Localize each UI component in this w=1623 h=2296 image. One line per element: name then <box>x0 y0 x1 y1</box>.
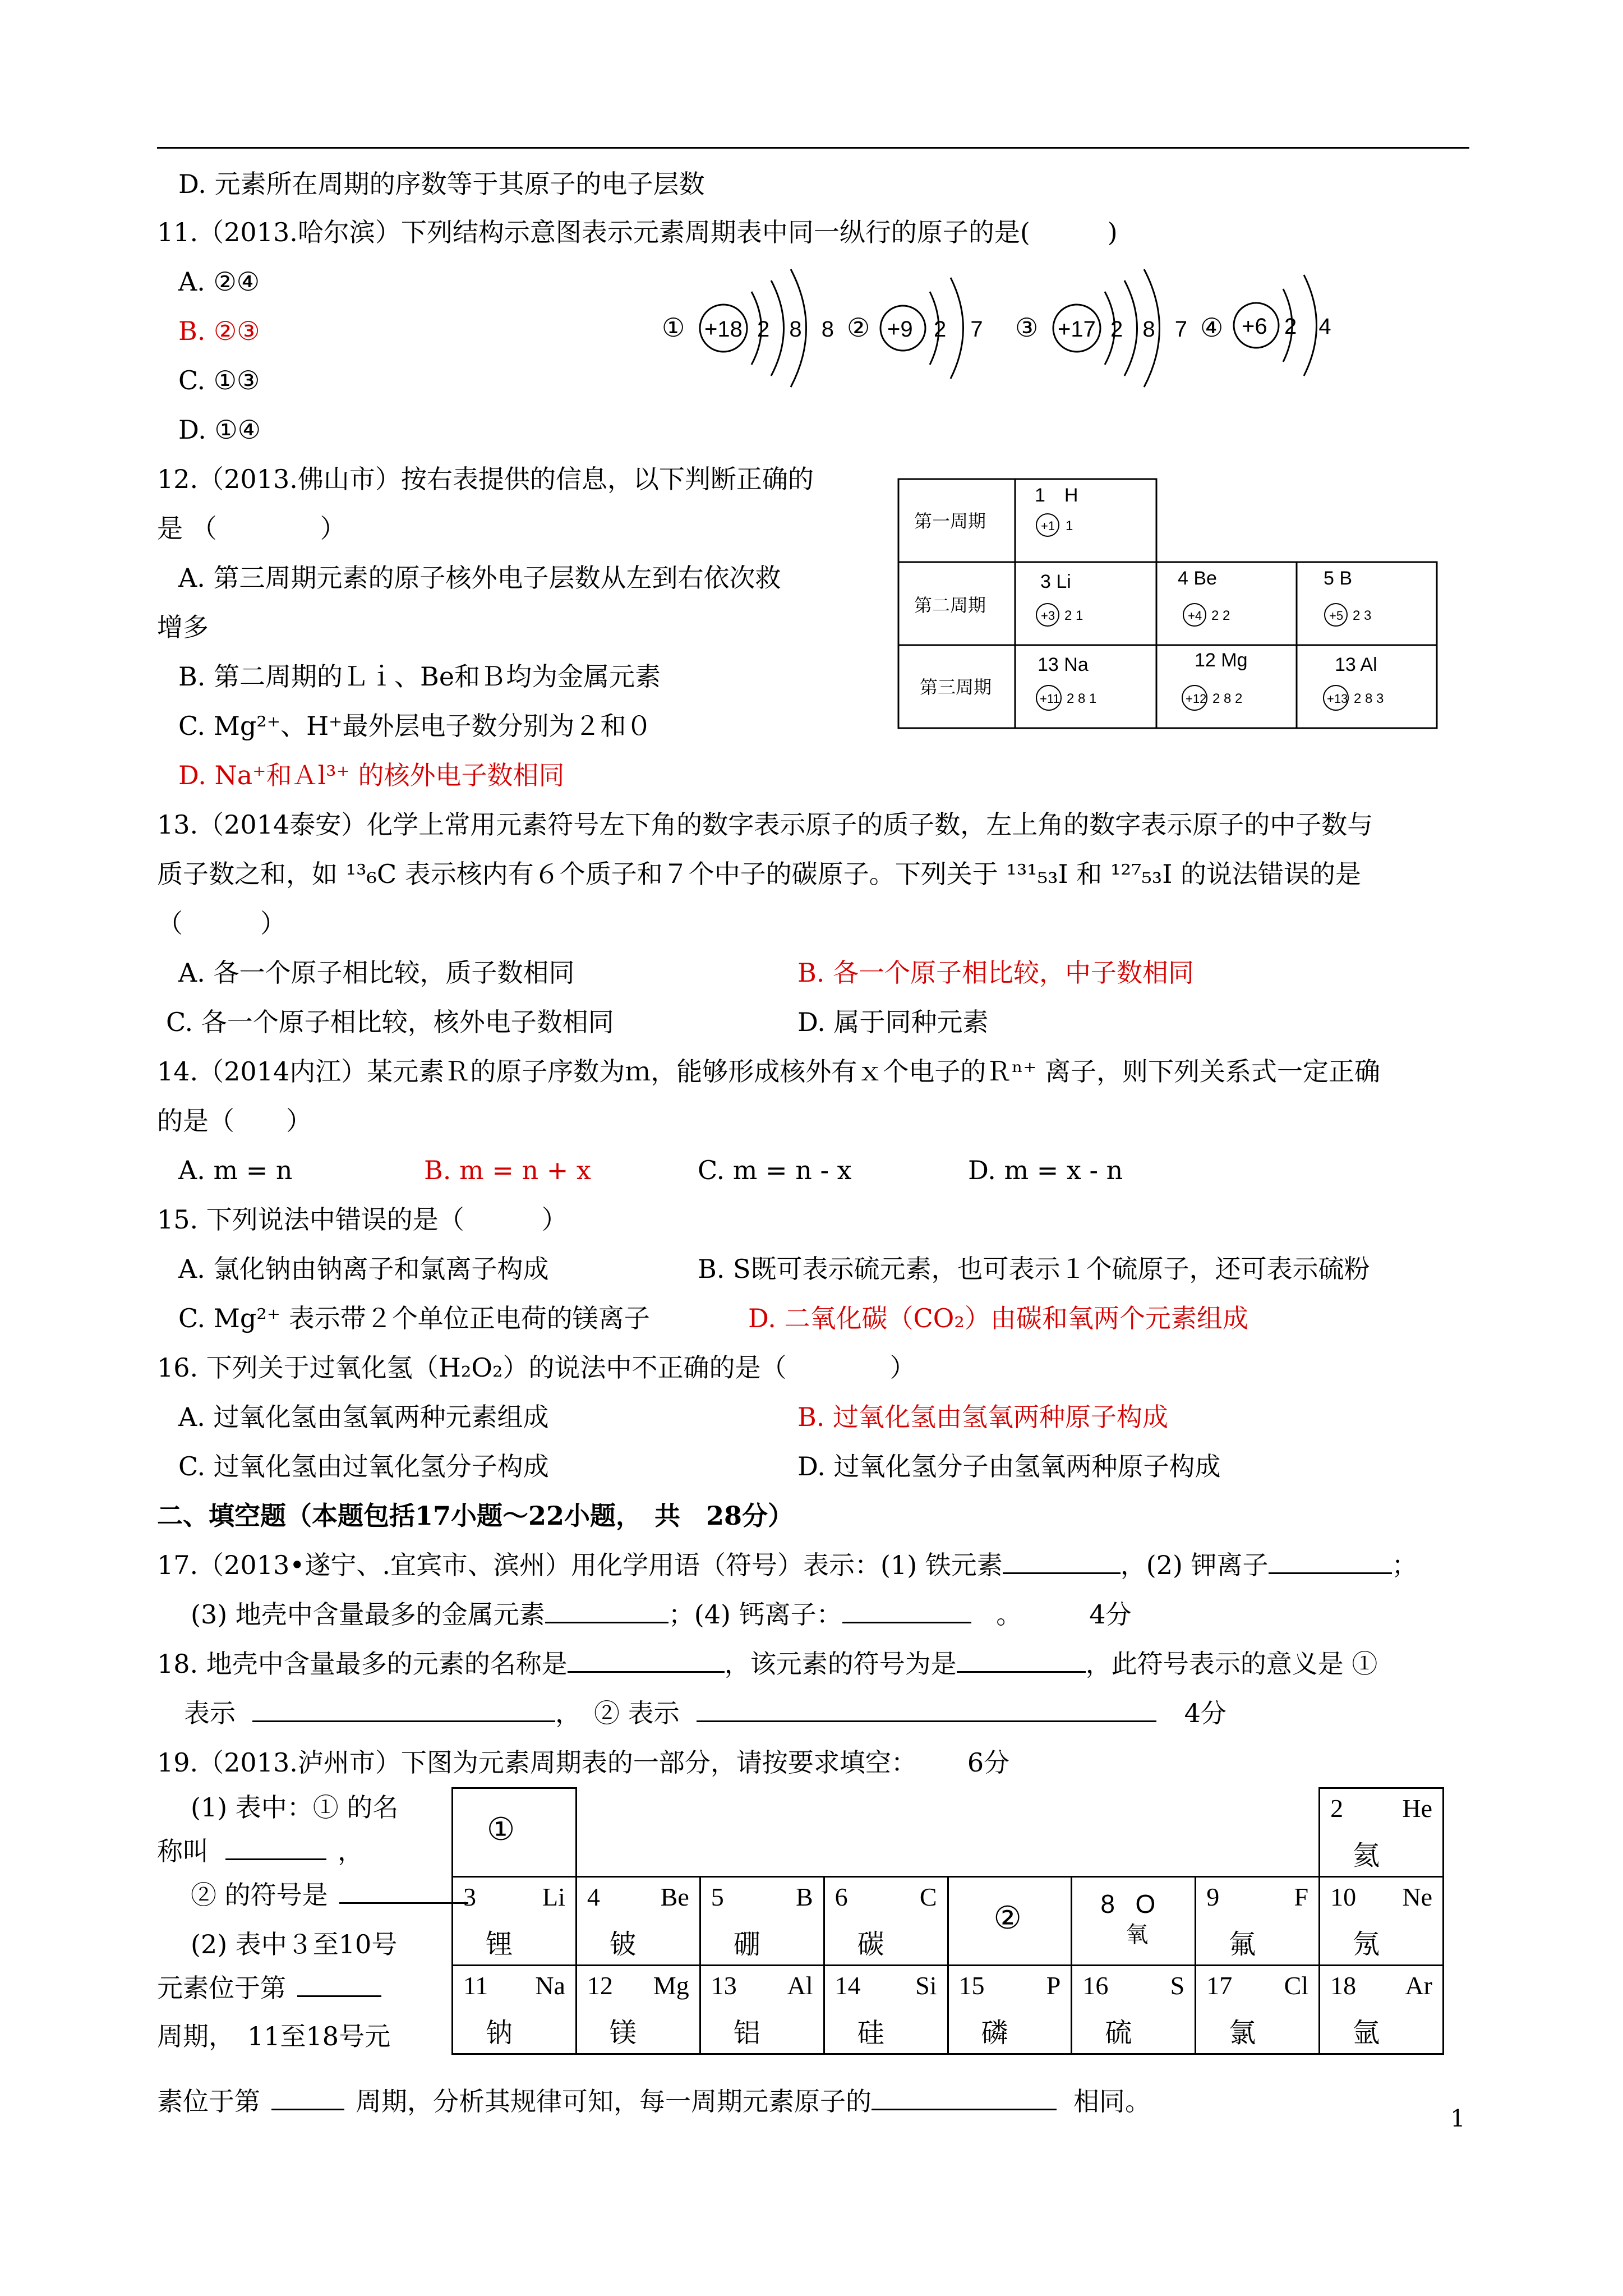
q18-blank-name[interactable] <box>568 1649 725 1673</box>
diag2-nucleus: +9 <box>887 317 913 342</box>
cell-text: 10 <box>1330 1883 1357 1911</box>
q18-text3: ，此符号表示的意义是 ① <box>1085 1649 1378 1679</box>
q11-option-b: B. ②③ <box>178 316 260 346</box>
q15-option-d: D. 二氧化碳（CO₂）由碳和氧两个元素组成 <box>748 1303 1248 1333</box>
q19-s1-text: 称叫 <box>157 1836 209 1866</box>
header-rule <box>157 147 1469 149</box>
cell-text: S <box>1170 1971 1185 2000</box>
q19-s1-line1: (1) 表中：① 的名 <box>191 1792 399 1823</box>
cell-o <box>1072 1877 1196 1966</box>
cell-text: 镁 <box>609 2018 637 2048</box>
cell-na <box>453 1966 577 2054</box>
q18-line1 <box>157 1647 1377 1681</box>
mg-nucleus: +12 <box>1186 692 1207 706</box>
cell-text: 氖 <box>1353 1930 1380 1959</box>
period3-label: 第三周期 <box>920 677 992 697</box>
q13-option-d: D. 属于同种元素 <box>797 1007 989 1037</box>
q12-option-a-line2: 增多 <box>157 612 209 642</box>
cell-text: 硅 <box>857 2018 884 2048</box>
cell-1-label: ① <box>487 1812 515 1847</box>
cell-text: 6 <box>834 1883 848 1911</box>
cell-p <box>948 1966 1072 2054</box>
cell-text: 氯 <box>1229 2018 1256 2048</box>
diag1-nucleus: +18 <box>704 317 743 342</box>
q19-s2-line2 <box>157 1971 381 2005</box>
li-head: 3 Li <box>1040 571 1071 592</box>
q14-option-c: C. m = n - x <box>698 1155 852 1185</box>
b-nucleus: +5 <box>1329 609 1344 623</box>
cell-text: 14 <box>834 1971 861 2000</box>
q19-blank-period1[interactable] <box>297 1973 381 1997</box>
cell-b <box>700 1877 824 1966</box>
be-nucleus: +4 <box>1188 609 1202 623</box>
q19-s2-text1: 元素位于第 <box>157 1973 286 2003</box>
q16-stem: 16. 下列关于过氧化氢（H₂O₂）的说法中不正确的是（ ） <box>157 1352 916 1383</box>
cell-2-label: ② <box>993 1901 1022 1936</box>
q15-stem: 15. 下列说法中错误的是（ ） <box>157 1204 568 1235</box>
cell-text: Al <box>787 1971 813 2000</box>
q18-text2: ，该元素的符号为是 <box>724 1649 957 1679</box>
q13-option-b: B. 各一个原子相比较，中子数相同 <box>797 958 1195 988</box>
q16-option-a: A. 过氧化氢由氢氧两种元素组成 <box>178 1402 549 1432</box>
cell-text: 氦 <box>1353 1841 1380 1871</box>
q14-line2: 的是（ ） <box>157 1106 312 1136</box>
cell-text: 16 <box>1082 1971 1109 2000</box>
q10-option-d: D. 元素所在周期的序数等于其原子的电子层数 <box>178 169 705 199</box>
cell-mg <box>576 1966 700 2054</box>
al-shells: 2 8 3 <box>1354 691 1384 706</box>
q14-option-a: A. m = n <box>178 1155 293 1185</box>
cell-text: Li <box>542 1883 565 1911</box>
cell-text: 磷 <box>981 2018 1008 2048</box>
diag3-label: ③ <box>1015 313 1039 342</box>
q14-line1: 14.（2014内江）某元素Ｒ的原子序数为ｍ，能够形成核外有ｘ个电子的Ｒⁿ⁺ 离子，则下列关系式一定正确 <box>157 1056 1381 1087</box>
q19-s1-line2 <box>157 1834 363 1868</box>
q14-option-d: D. m = x - n <box>968 1155 1123 1185</box>
page-number: 1 <box>1450 2105 1465 2132</box>
q18-score: 4分 <box>1184 1698 1227 1728</box>
cell-text: Cl <box>1284 1971 1309 2000</box>
q11-option-c: C. ①③ <box>178 365 260 395</box>
q17-text5: ；(4) 钙离子： <box>668 1599 842 1630</box>
cell-text: O <box>1135 1889 1156 1918</box>
h-head: 1 H <box>1035 485 1078 506</box>
cell-text: 硼 <box>733 1930 760 1959</box>
cell-cl <box>1196 1966 1320 2054</box>
q17-text1: 17.（2013•遂宁、.宜宾市、滨州）用化学用语（符号）表示：(1) 铁元素 <box>157 1550 1003 1580</box>
cell-text: 碳 <box>857 1930 884 1959</box>
h-shells: 1 <box>1066 518 1073 533</box>
q19-blank-symbol2[interactable] <box>339 1880 468 1904</box>
cell-text: 18 <box>1330 1971 1357 2000</box>
q17-text4: (3) 地壳中含量最多的金属元素 <box>191 1599 545 1630</box>
al-head: 13 Al <box>1335 654 1377 675</box>
q11-option-a: A. ②④ <box>178 266 260 297</box>
cell-text: Mg <box>653 1971 689 2000</box>
q19-s2-line1: (2) 表中３至10号 <box>191 1929 398 1959</box>
q12-option-c: C. Mg²⁺、H⁺最外层电子数分别为２和０ <box>178 711 652 741</box>
mg-shells: 2 8 2 <box>1212 691 1243 706</box>
q18-text5: ， ② 表示 <box>555 1698 680 1728</box>
diag4-label: ④ <box>1200 313 1224 342</box>
q19-s2-text3: 周期，分析其规律可知，每一周期元素原子的 <box>356 2086 872 2116</box>
q13-line3: （ ） <box>157 908 286 938</box>
cell-text: Ne <box>1402 1883 1432 1911</box>
cell-ar <box>1320 1966 1444 2054</box>
q19-s1-comma: ， <box>338 1836 363 1866</box>
section2-heading: 二、填空题（本题包括17小题～22小题， 共 28分） <box>157 1501 794 1531</box>
cell-text: 5 <box>711 1883 724 1911</box>
diag3-nucleus: +17 <box>1058 317 1096 342</box>
cell-blank1 <box>453 1788 577 1877</box>
q17-line2 <box>191 1598 1131 1631</box>
q15-option-c: C. Mg²⁺ 表示带２个单位正电荷的镁离子 <box>178 1303 650 1333</box>
q17-text3: ； <box>1391 1550 1418 1580</box>
q17-score: 4分 <box>1089 1599 1132 1630</box>
q12-stem-line2: 是 （ ） <box>157 513 346 544</box>
q16-option-c: C. 过氧化氢由过氧化氢分子构成 <box>178 1451 549 1481</box>
cell-li <box>453 1877 577 1966</box>
cell-ne <box>1320 1877 1444 1966</box>
cell-text: 铍 <box>609 1930 637 1959</box>
q14-option-b: B. m = n + x <box>424 1155 591 1185</box>
q12-option-b: B. 第二周期的Ｌｉ、Be和Ｂ均为金属元素 <box>178 661 661 692</box>
cell-text: 2 <box>1330 1794 1344 1823</box>
q12-option-d: D. Na⁺和Ａl³⁺ 的核外电子数相同 <box>178 760 565 790</box>
q16-option-b: B. 过氧化氢由氢氧两种原子构成 <box>797 1402 1169 1432</box>
cell-text: 13 <box>711 1971 737 2000</box>
q19-s2-text2: 素位于第 <box>157 2086 260 2116</box>
cell-text: 硫 <box>1105 2018 1132 2048</box>
h-nucleus: +1 <box>1041 519 1055 533</box>
q19-stem-line <box>157 1746 1009 1779</box>
q12-option-a-line1: A. 第三周期元素的原子核外电子层数从左到右依次救 <box>178 563 781 593</box>
be-shells: 2 2 <box>1211 608 1230 623</box>
cell-text: 氟 <box>1229 1930 1256 1959</box>
q19-s1-line3 <box>191 1878 468 1912</box>
cell-text: P <box>1046 1971 1061 2000</box>
q13-option-a: A. 各一个原子相比较，质子数相同 <box>178 958 575 988</box>
cell-text: C <box>919 1883 937 1911</box>
cell-c <box>824 1877 948 1966</box>
q19-blank-name1[interactable] <box>225 1836 326 1860</box>
cell-text: B <box>795 1883 813 1911</box>
diag4-shells: 2 4 <box>1284 314 1339 339</box>
q16-option-d: D. 过氧化氢分子由氢氧两种原子构成 <box>797 1451 1221 1481</box>
q18-line2 <box>184 1696 1227 1730</box>
cell-f <box>1196 1877 1320 1966</box>
cell-text: 铝 <box>733 2018 760 2048</box>
q11-option-d: D. ①④ <box>178 415 261 445</box>
cell-text: Ar <box>1405 1971 1432 2000</box>
table-gap <box>576 1788 1319 1877</box>
cell-blank2 <box>948 1877 1072 1966</box>
diag4-nucleus: +6 <box>1242 314 1267 339</box>
cell-text: 11 <box>463 1971 488 2000</box>
q19-score: 6分 <box>967 1747 1010 1778</box>
cell-text: 氧 <box>1126 1922 1149 1947</box>
cell-text: 9 <box>1206 1883 1220 1911</box>
b-head: 5 B <box>1324 568 1353 589</box>
q19-periodic-table <box>451 1787 1444 2055</box>
cell-al <box>700 1966 824 2054</box>
q18-blank-symbol[interactable] <box>957 1649 1086 1673</box>
li-nucleus: +3 <box>1041 609 1055 623</box>
cell-be <box>576 1877 700 1966</box>
na-head: 13 Na <box>1038 654 1089 675</box>
q19-s2-line3: 周期， 11至18号元 <box>157 2021 391 2051</box>
q19-stem: 19.（2013.泸州市）下图为元素周期表的一部分，请按要求填空： <box>157 1747 917 1778</box>
q19-s2-text4: 相同。 <box>1073 2086 1151 2116</box>
q17-blank-metal[interactable] <box>545 1599 668 1623</box>
cell-text: 17 <box>1206 1971 1233 2000</box>
q19-blank-rule[interactable] <box>872 2086 1057 2110</box>
diag2-label: ② <box>847 313 870 342</box>
cell-text: 钠 <box>486 2018 513 2048</box>
period2-label: 第二周期 <box>914 595 986 615</box>
q19-blank-period2[interactable] <box>271 2086 344 2110</box>
li-shells: 2 1 <box>1064 608 1083 623</box>
q11-atom-diagrams <box>662 258 1363 404</box>
cell-text: F <box>1294 1883 1309 1911</box>
cell-text: He <box>1402 1794 1432 1823</box>
q17-text2: ，(2) 钾离子 <box>1120 1550 1269 1580</box>
diag1-shells: 2 8 8 <box>757 317 841 342</box>
cell-he <box>1320 1788 1444 1877</box>
q13-option-c: C. 各一个原子相比较，核外电子数相同 <box>166 1007 614 1037</box>
q18-blank-meaning2[interactable] <box>697 1698 1156 1722</box>
q13-line2: 质子数之和，如 ¹³₆C 表示核内有６个质子和７个中子的碳原子。下列关于 ¹³¹₅₃I 和 ¹²⁷₅₃I 的说法错误的是 <box>157 859 1361 889</box>
cell-text: 4 <box>587 1883 600 1911</box>
cell-text: Be <box>660 1883 689 1911</box>
period1-label: 第一周期 <box>914 511 986 531</box>
cell-text: 8 <box>1100 1889 1115 1918</box>
q17-text6: 。 <box>996 1599 1022 1630</box>
cell-si <box>824 1966 948 2054</box>
cell-text: Na <box>535 1971 565 2000</box>
cell-text: 锂 <box>486 1930 513 1959</box>
q18-blank-meaning1[interactable] <box>252 1698 555 1722</box>
q17-blank-potassium-ion[interactable] <box>1269 1550 1392 1574</box>
q18-text4: 表示 <box>184 1698 236 1728</box>
na-shells: 2 8 1 <box>1067 691 1097 706</box>
cell-text: 3 <box>463 1883 476 1911</box>
cell-text: 15 <box>958 1971 985 2000</box>
q12-periodic-table <box>897 478 1441 730</box>
q15-option-a: A. 氯化钠由钠离子和氯离子构成 <box>178 1254 549 1284</box>
q11-stem: 11.（2013.哈尔滨）下列结构示意图表示元素周期表中同一纵行的原子的是( ) <box>157 217 1118 247</box>
q19-s1-symbol-text: ② 的符号是 <box>191 1880 328 1910</box>
q17-line1 <box>157 1548 1418 1582</box>
q13-line1: 13.（2014泰安）化学上常用元素符号左下角的数字表示原子的质子数，左上角的数字表示原子的中子数与 <box>157 809 1373 840</box>
q19-s2-line4 <box>157 2085 1151 2118</box>
al-nucleus: +13 <box>1327 692 1348 706</box>
q17-blank-calcium-ion[interactable] <box>842 1599 971 1623</box>
diag2-shells: 2 7 <box>934 317 992 342</box>
q17-blank-iron[interactable] <box>1003 1550 1121 1574</box>
cell-text: Si <box>915 1971 937 2000</box>
q12-stem-line1: 12.（2013.佛山市）按右表提供的信息，以下判断正确的 <box>157 464 814 494</box>
q18-text1: 18. 地壳中含量最多的元素的名称是 <box>157 1649 568 1679</box>
cell-text: 12 <box>587 1971 613 2000</box>
cell-text: 氩 <box>1353 2018 1380 2048</box>
na-nucleus: +11 <box>1040 692 1060 706</box>
b-shells: 2 3 <box>1353 608 1372 623</box>
q15-option-b: B. S既可表示硫元素，也可表示１个硫原子，还可表示硫粉 <box>698 1254 1370 1284</box>
mg-head: 12 Mg <box>1195 650 1248 671</box>
be-head: 4 Be <box>1178 568 1217 589</box>
diag3-shells: 2 8 7 <box>1110 317 1194 342</box>
diag1-label: ① <box>662 313 685 342</box>
cell-s <box>1072 1966 1196 2054</box>
